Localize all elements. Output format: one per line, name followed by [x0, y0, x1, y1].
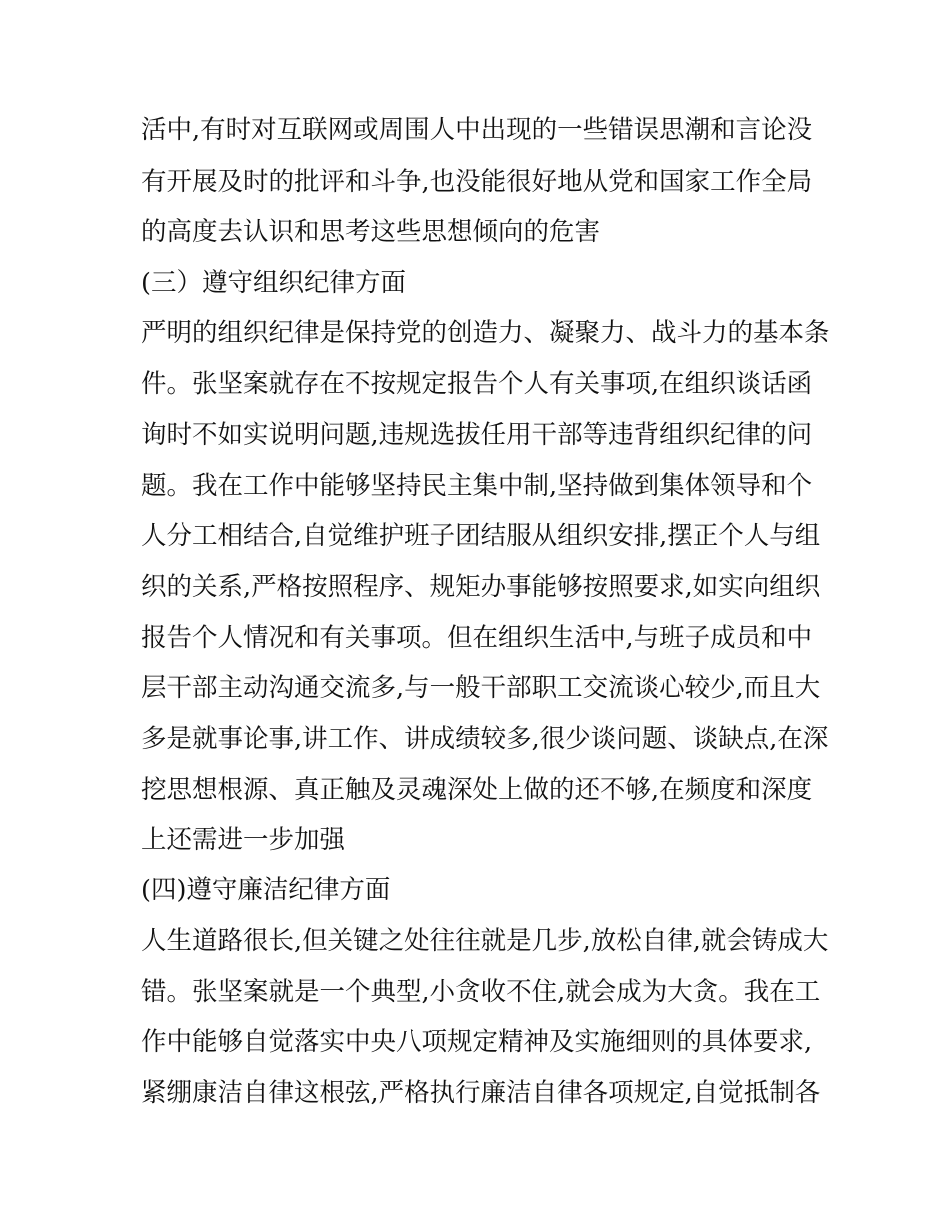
text-line: 题。我在工作中能够坚持民主集中制,坚持做到集体领导和个 — [141, 471, 813, 501]
text-line: 挖思想根源、真正触及灵魂深处上做的还不够,在频度和深度 — [141, 775, 813, 805]
text-line: 作中能够自觉落实中央八项规定精神及实施细则的具体要求, — [141, 1027, 813, 1057]
text-line: 有开展及时的批评和斗争,也没能很好地从党和国家工作全局 — [141, 167, 813, 197]
section-heading: (四)遵守廉洁纪律方面 — [141, 875, 391, 905]
text-line: 的高度去认识和思考这些思想倾向的危害 — [141, 217, 601, 247]
text-line: 活中,有时对互联网或周围人中出现的一些错误思潮和言论没 — [141, 115, 813, 145]
text-line: 件。张坚案就存在不按规定报告个人有关事项,在组织谈话函 — [141, 369, 813, 399]
section-heading: (三）遵守组织纪律方面 — [141, 268, 406, 298]
text-line: 紧绷康洁自律这根弦,严格执行廉洁自律各项规定,自觉抵制各 — [141, 1078, 821, 1108]
text-line: 人生道路很长,但关键之处往往就是几步,放松自律,就会铸成大 — [141, 926, 829, 956]
text-line: 织的关系,严格按照程序、规矩办事能够按照要求,如实向组织 — [141, 572, 821, 602]
text-line: 错。张坚案就是一个典型,小贪收不住,就会成为大贪。我在工 — [141, 977, 821, 1007]
text-line: 层干部主动沟通交流多,与一般干部职工交流谈心较少,而且大 — [141, 673, 821, 703]
text-line: 报告个人情况和有关事项。但在组织生活中,与班子成员和中 — [141, 623, 813, 653]
text-line: 多是就事论事,讲工作、讲成绩较多,很少谈问题、谈缺点,在深 — [141, 724, 829, 754]
text-line: 人分工相结合,自觉维护班子团结服从组织安排,摆正个人与组 — [141, 521, 821, 551]
text-line: 询时不如实说明问题,违规选拔任用干部等违背组织纪律的问 — [141, 420, 813, 450]
text-line: 严明的组织纪律是保持党的创造力、凝聚力、战斗力的基本条 — [141, 318, 830, 348]
text-line: 上还需进一步加强 — [141, 825, 346, 855]
